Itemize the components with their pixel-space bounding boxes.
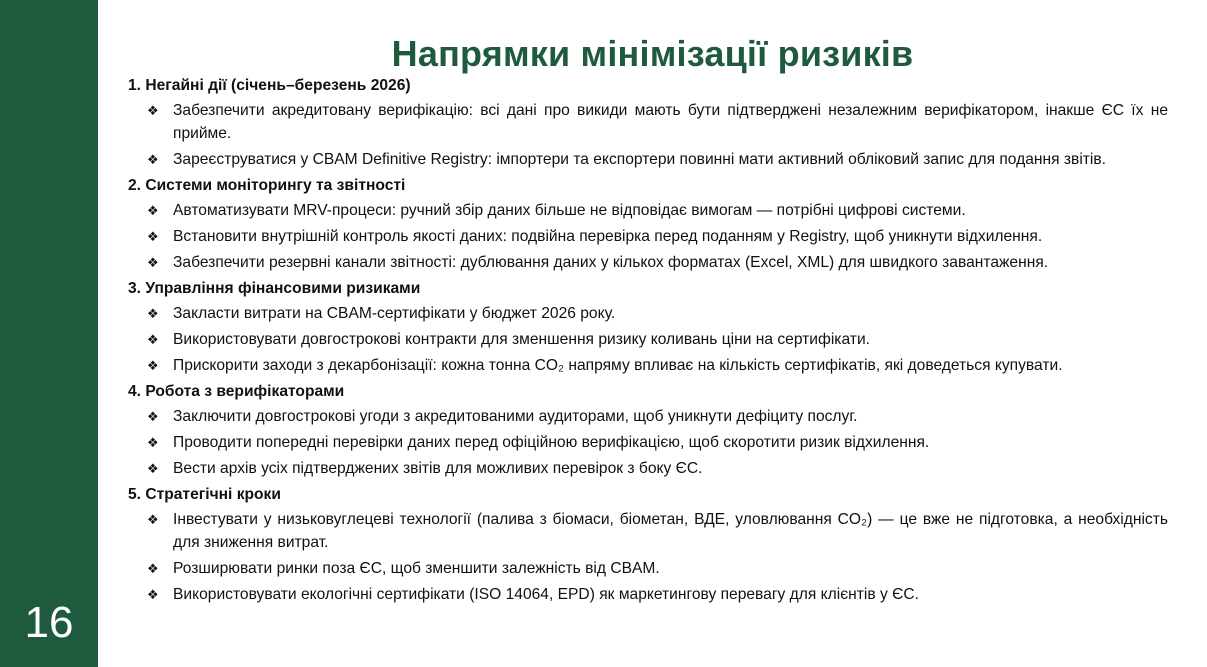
list-item-text: Автоматизувати MRV-процеси: ручний збір даних більше не відповідає вимогам — потрібні цифрові системи.	[173, 202, 966, 219]
section-verifiers	[128, 380, 1168, 480]
list-item-text: Встановити внутрішній контроль якості даних: подвійна перевірка перед поданням у Registry, щоб уникнути відхилення.	[173, 228, 1043, 245]
diamond-bullet-icon: ❖	[147, 587, 159, 602]
list-item-text: Забезпечити резервні канали звітності: дублювання даних у кількох форматах (Excel, XML) для швидкого завантаження.	[173, 254, 1049, 271]
diamond-bullet-icon: ❖	[147, 103, 159, 118]
section-heading: 1. Негайні дії (січень–березень 2026)	[128, 77, 411, 94]
section-monitoring-reporting	[128, 174, 1168, 274]
diamond-bullet-icon: ❖	[147, 561, 159, 576]
slide-title: Напрямки мінімізації ризиків	[391, 33, 914, 75]
diamond-bullet-icon: ❖	[147, 152, 159, 167]
list-item-text: Забезпечити акредитовану верифікацію: всі дані про викиди мають бути підтверджені незалежним верифікатором, інакше ЄС їх не прийме.	[173, 102, 1168, 142]
list-item	[128, 557, 1168, 580]
list-item	[128, 225, 1168, 248]
list-item-text: Розширювати ринки поза ЄС, щоб зменшити залежність від CBAM.	[173, 560, 660, 577]
section-financial-risks	[128, 277, 1168, 377]
list-item	[128, 583, 1168, 606]
list-item-text: Прискорити заходи з декарбонізації: кожна тонна CO₂ напряму впливає на кількість сертифікатів, які доведеться купувати.	[173, 357, 1063, 374]
list-item	[128, 457, 1168, 480]
list-item	[128, 354, 1168, 377]
section-heading: 3. Управління фінансовими ризиками	[128, 280, 421, 297]
diamond-bullet-icon: ❖	[147, 409, 159, 424]
content-body	[128, 74, 1168, 609]
slide-number: 16	[24, 598, 74, 647]
section-strategic-steps	[128, 483, 1168, 606]
diamond-bullet-icon: ❖	[147, 229, 159, 244]
list-item-text: Зареєструватися у CBAM Definitive Registry: імпортери та експортери повинні мати активний обліковий запис для подання звітів.	[173, 151, 1107, 168]
list-item-text: Вести архів усіх підтверджених звітів для можливих перевірок з боку ЄС.	[173, 460, 703, 477]
diamond-bullet-icon: ❖	[147, 358, 159, 373]
list-item	[128, 431, 1168, 454]
section-heading: 4. Робота з верифікаторами	[128, 383, 345, 400]
list-item-text: Закласти витрати на CBAM-сертифікати у бюджет 2026 року.	[173, 305, 616, 322]
list-item	[128, 302, 1168, 325]
list-item	[128, 148, 1168, 171]
section-heading: 2. Системи моніторингу та звітності	[128, 177, 406, 194]
section-heading: 5. Стратегічні кроки	[128, 486, 281, 503]
list-item	[128, 328, 1168, 351]
diamond-bullet-icon: ❖	[147, 332, 159, 347]
list-item-text: Використовувати довгострокові контракти для зменшення ризику коливань ціни на сертифікати.	[173, 331, 870, 348]
list-item-text: Заключити довгострокові угоди з акредитованими аудиторами, щоб уникнути дефіциту послуг.	[173, 408, 858, 425]
list-item-text: Проводити попередні перевірки даних перед офіційною верифікацією, щоб скоротити ризик відхилення.	[173, 434, 930, 451]
diamond-bullet-icon: ❖	[147, 435, 159, 450]
list-item-text: Інвестувати у низьковуглецеві технології (палива з біомаси, біометан, ВДЕ, уловлювання CO₂) — це вже не підготовка, а необхідність для зниження витрат.	[173, 511, 1168, 551]
list-item	[128, 199, 1168, 222]
list-item	[128, 405, 1168, 428]
diamond-bullet-icon: ❖	[147, 512, 159, 527]
sidebar-accent-bar	[0, 0, 98, 667]
diamond-bullet-icon: ❖	[147, 203, 159, 218]
list-item	[128, 508, 1168, 554]
diamond-bullet-icon: ❖	[147, 255, 159, 270]
list-item	[128, 99, 1168, 145]
diamond-bullet-icon: ❖	[147, 306, 159, 321]
list-item	[128, 251, 1168, 274]
diamond-bullet-icon: ❖	[147, 461, 159, 476]
list-item-text: Використовувати екологічні сертифікати (ISO 14064, EPD) як маркетингову перевагу для клієнтів у ЄС.	[173, 586, 919, 603]
section-immediate-actions	[128, 74, 1168, 171]
